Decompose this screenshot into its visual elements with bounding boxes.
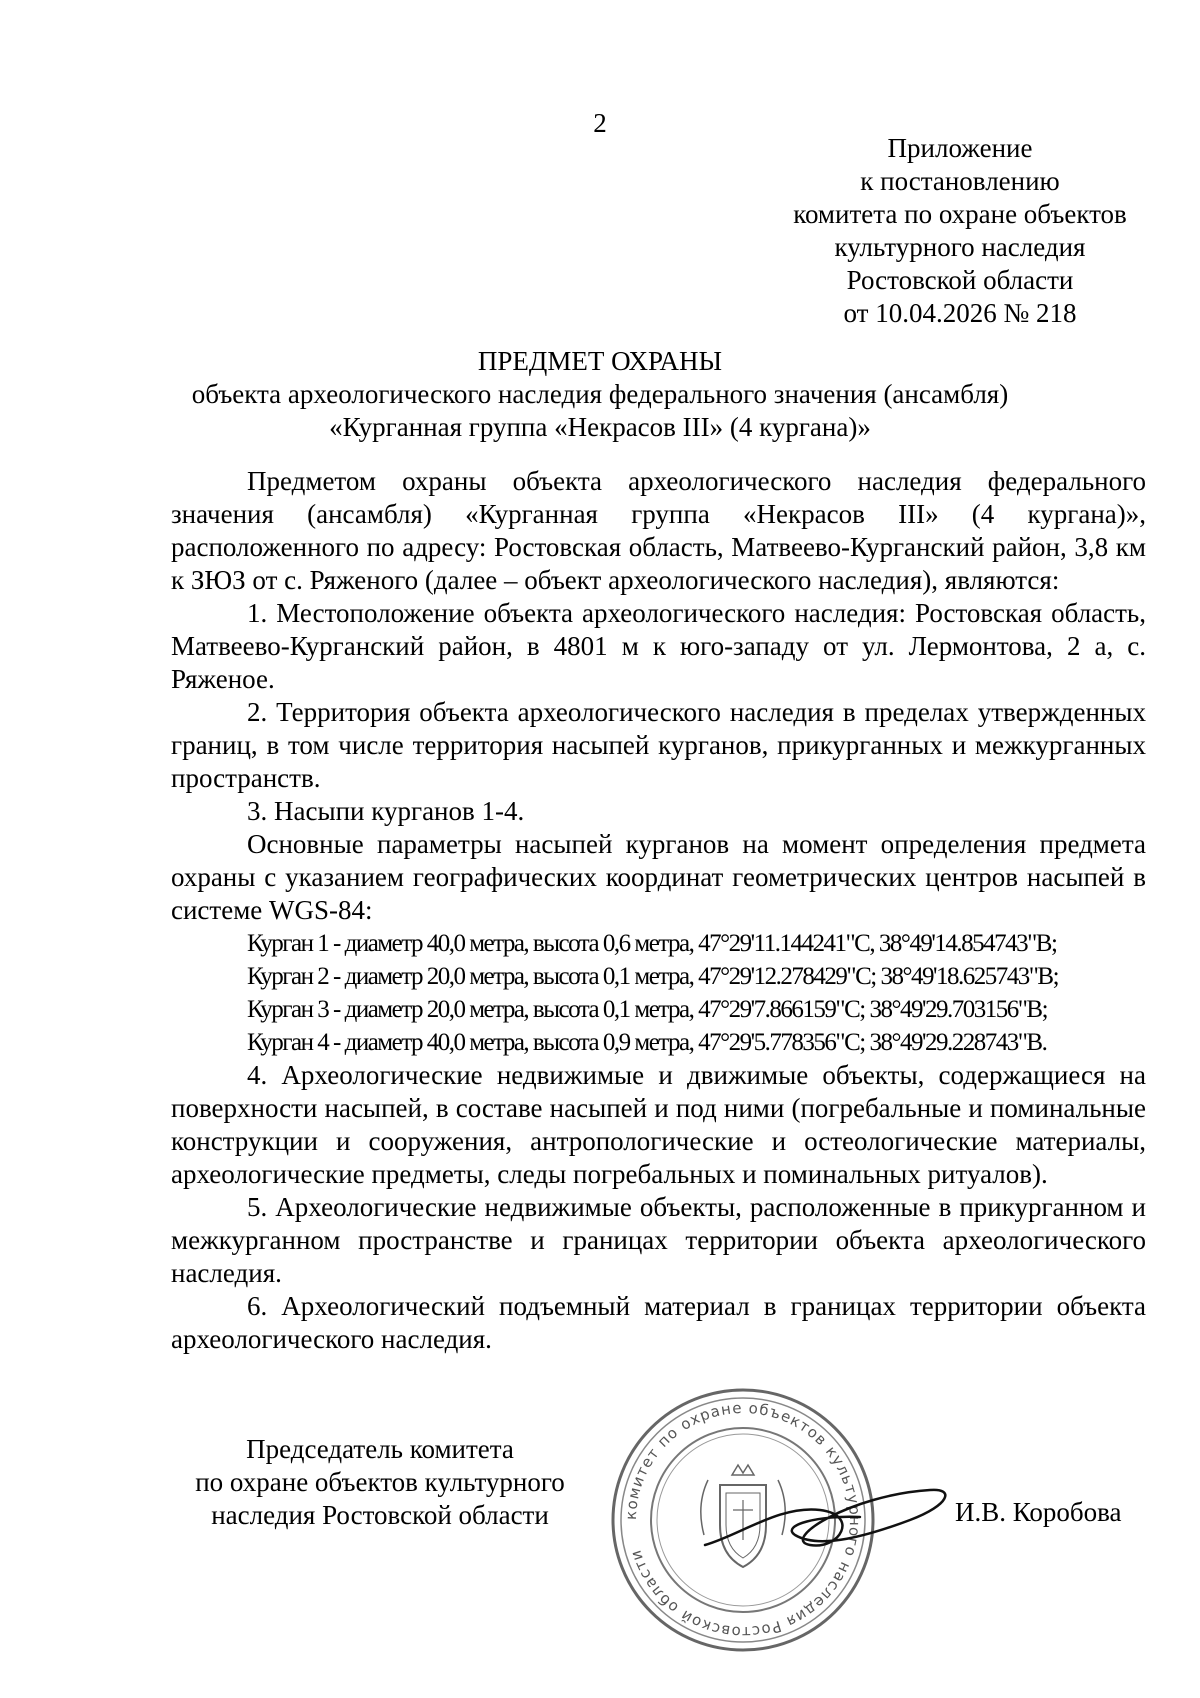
params-paragraph: Основные параметры насыпей курганов на момент определения предмета охраны с указанием географических координат геометрических центров насыпей в системе WGS-84: — [171, 829, 1146, 925]
appendix-block — [740, 132, 1180, 330]
title-heading: ПРЕДМЕТ ОХРАНЫ — [477, 346, 723, 376]
intro-paragraph: Предметом охраны объекта археологического наследия федерального значения (ансамбля) «Курганная группа «Некрасов III» (4 кургана)», расположенного по адресу: Ростовская область, Матвеево-Курганский район, 3,8 км к ЗЮЗ от с. Ряженого (далее – объект археологического наследия), являются: — [171, 466, 1146, 595]
item-immovable-objects: 5. Археологические недвижимые объекты, расположенные в прикурганном и межкурганном пространстве и границах территории объекта археологического наследия. — [171, 1192, 1146, 1288]
kurgan-coordinates: Курган 4 - диаметр 40,0 метра, высота 0,9 метра, 47°29'5.778356"С; 38°49'29.228743"В. — [247, 1029, 1047, 1056]
appendix-line: к постановлению — [860, 166, 1060, 196]
item-objects: 4. Археологические недвижимые и движимые объекты, содержащиеся на поверхности насыпей, в составе насыпей и под ними (погребальные и поминальные конструкции и сооружения, антропологические и остеологические материалы, археологические предметы, следы погребальных и поминальных ритуалов). — [171, 1060, 1146, 1189]
item-territory: 2. Территория объекта археологического наследия в пределах утвержденных границ, в том числе территория насыпей курганов, прикурганных и межкурганных пространств. — [171, 697, 1146, 793]
kurgan-coordinates: Курган 3 - диаметр 20,0 метра, высота 0,1 метра, 47°29'7.866159"С; 38°49'29.703156"В; — [247, 996, 1048, 1023]
signatory-position — [160, 1433, 600, 1532]
item-location: 1. Местоположение объекта археологического наследия: Ростовская область, Матвеево-Курганский район, в 4801 м к юго-западу от ул. Лермонтова, 2 а, с. Ряженое. — [171, 598, 1146, 694]
kurgan-coordinates: Курган 2 - диаметр 20,0 метра, высота 0,1 метра, 47°29'12.278429"С; 38°49'18.625743"В; — [247, 963, 1059, 990]
title-subtitle: объекта археологического наследия федерального значения (ансамбля) — [191, 379, 1009, 409]
document-title — [0, 345, 1200, 444]
appendix-line: Ростовской области — [846, 265, 1074, 295]
seal-text: комитет по охране объектов культурного наследия Ростовской области — [621, 1398, 865, 1642]
appendix-line: от 10.04.2026 № 218 — [843, 298, 1077, 328]
position-line: Председатель комитета — [246, 1434, 514, 1464]
item-surface-material: 6. Археологический подъемный материал в границах территории объекта археологического наследия. — [171, 1291, 1146, 1354]
item-mounds: 3. Насыпи курганов 1-4. — [247, 796, 525, 826]
kurgan-coordinates: Курган 1 - диаметр 40,0 метра, высота 0,6 метра, 47°29'11.144241"С, 38°49'14.854743"В; — [247, 930, 1057, 957]
position-line: наследия Ростовской области — [211, 1500, 549, 1530]
page-number: 2 — [593, 108, 607, 138]
handwritten-signature — [700, 1475, 960, 1565]
title-object-name: «Курганная группа «Некрасов III» (4 кургана)» — [329, 412, 871, 442]
appendix-line: культурного наследия — [834, 232, 1086, 262]
signatory-name: И.В. Коробова — [955, 1497, 1122, 1527]
appendix-line: Приложение — [887, 133, 1033, 163]
document-body — [171, 465, 1146, 1356]
appendix-line: комитета по охране объектов — [793, 199, 1127, 229]
position-line: по охране объектов культурного — [195, 1467, 565, 1497]
